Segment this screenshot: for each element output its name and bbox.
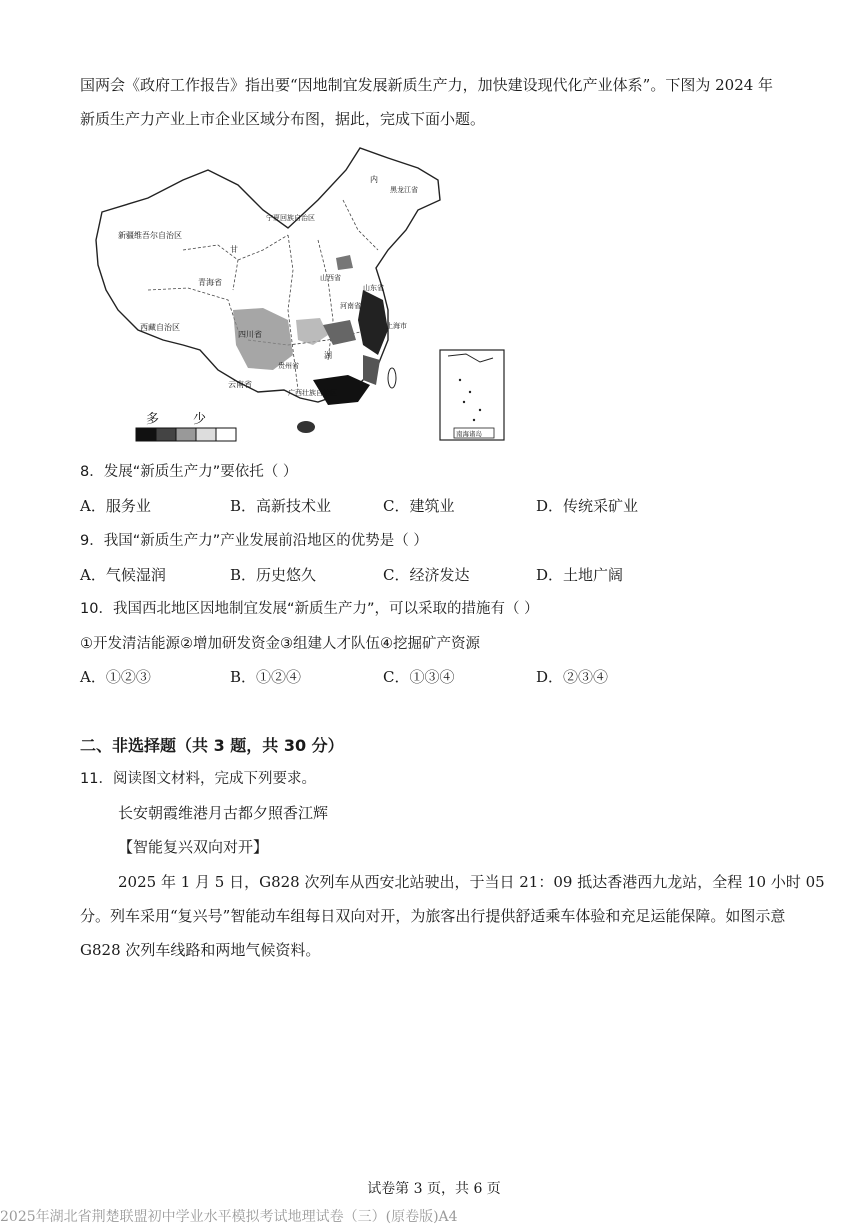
q8-option-b: B．高新技术业 — [230, 497, 332, 515]
legend-swatch-2 — [156, 428, 176, 441]
q9-option-d: D．土地广阔 — [536, 566, 624, 584]
q8-option-d: D．传统采矿业 — [536, 497, 639, 515]
label-guangxi: 广西壮族自治区 — [288, 389, 337, 397]
q10-option-d: D．②③④ — [536, 668, 609, 686]
south-china-sea-inset — [440, 350, 504, 440]
q11-stem: 11．阅读图文材料，完成下列要求。 — [80, 771, 316, 787]
q11-paragraph-3: G828 次列车线路和两地气候资料。 — [80, 941, 321, 959]
label-shanghai: 上海市 — [386, 322, 407, 330]
q10-option-a: A．①②③ — [80, 668, 151, 686]
page-number-footer: 试卷第 3 页，共 6 页 — [367, 1181, 501, 1197]
hainan — [297, 421, 315, 433]
label-xinjiang: 新疆维吾尔自治区 — [118, 231, 182, 240]
q8-option-c: C．建筑业 — [383, 497, 455, 515]
legend-swatch-1 — [136, 428, 156, 441]
inset-label: 南海诸岛 — [456, 430, 482, 438]
label-heilongjiang: 黑龙江省 — [390, 186, 418, 194]
q9-stem: 9．我国“新质生产力”产业发展前沿地区的优势是（ ） — [80, 533, 428, 549]
label-sichuan: 四川省 — [238, 330, 262, 339]
label-xizang: 西藏自治区 — [140, 323, 180, 332]
label-qinghai: 青海省 — [198, 278, 222, 287]
label-shandong: 山东省 — [363, 284, 384, 292]
fujian-region — [363, 355, 380, 385]
q11-subtitle: 长安朝霞维港月古都夕照香江辉 — [118, 804, 329, 822]
q9-option-a: A．气候湿润 — [80, 566, 166, 584]
document-title-footer: 2025年湖北省荆楚联盟初中学业水平模拟考试地理试卷（三）(原卷版)A4 — [0, 1209, 458, 1225]
legend-swatch-5 — [216, 428, 236, 441]
q11-paragraph-2: 分。列车采用“复兴号”智能动车组每日双向对开，为旅客出行提供舒适乘车体验和充足运能保障。如图示意 — [80, 907, 786, 925]
legend-less-label: 少 — [193, 412, 207, 427]
legend-more-label: 多 — [146, 412, 160, 427]
label-hunan: 湖 — [324, 351, 332, 360]
label-guizhou: 贵州省 — [278, 362, 299, 370]
label-shanxi: 山西省 — [320, 274, 341, 282]
q8-stem: 8．发展“新质生产力”要依托（ ） — [80, 464, 298, 480]
china-map-figure — [88, 140, 518, 445]
q11-paragraph-1: 2025 年 1 月 5 日，G828 次列车从西安北站驶出，于当日 21：09 抵达香港西九龙站，全程 10 小时 05 — [118, 873, 825, 891]
section2-title: 二、非选择题（共 3 题，共 30 分） — [80, 736, 344, 755]
label-gansu: 甘 — [230, 245, 238, 254]
q10-measures: ①开发清洁能源②增加研发资金③组建人才队伍④挖掘矿产资源 — [80, 636, 480, 652]
label-neimenggu: 内 — [370, 175, 378, 184]
legend-swatch-4 — [196, 428, 216, 441]
q10-option-c: C．①③④ — [383, 668, 455, 686]
label-yunnan: 云南省 — [228, 380, 252, 389]
intro-line-2: 新质生产力产业上市企业区域分布图，据此，完成下面小题。 — [80, 110, 486, 128]
label-henan: 河南省 — [340, 302, 361, 310]
taiwan — [388, 368, 396, 388]
q10-stem: 10．我国西北地区因地制宜发展“新质生产力”，可以采取的措施有（ ） — [80, 601, 539, 617]
q11-bracket-heading: 【智能复兴双向对开】 — [118, 838, 269, 856]
intro-line-1: 国两会《政府工作报告》指出要“因地制宜发展新质生产力，加快建设现代化产业体系”。下图为 2024 年 — [80, 76, 774, 94]
q8-option-a: A．服务业 — [80, 497, 151, 515]
q9-option-c: C．经济发达 — [383, 566, 470, 584]
label-ningxia: 宁夏回族自治区 — [266, 214, 315, 222]
legend-swatch-3 — [176, 428, 196, 441]
q9-option-b: B．历史悠久 — [230, 566, 317, 584]
q10-option-b: B．①②④ — [230, 668, 302, 686]
